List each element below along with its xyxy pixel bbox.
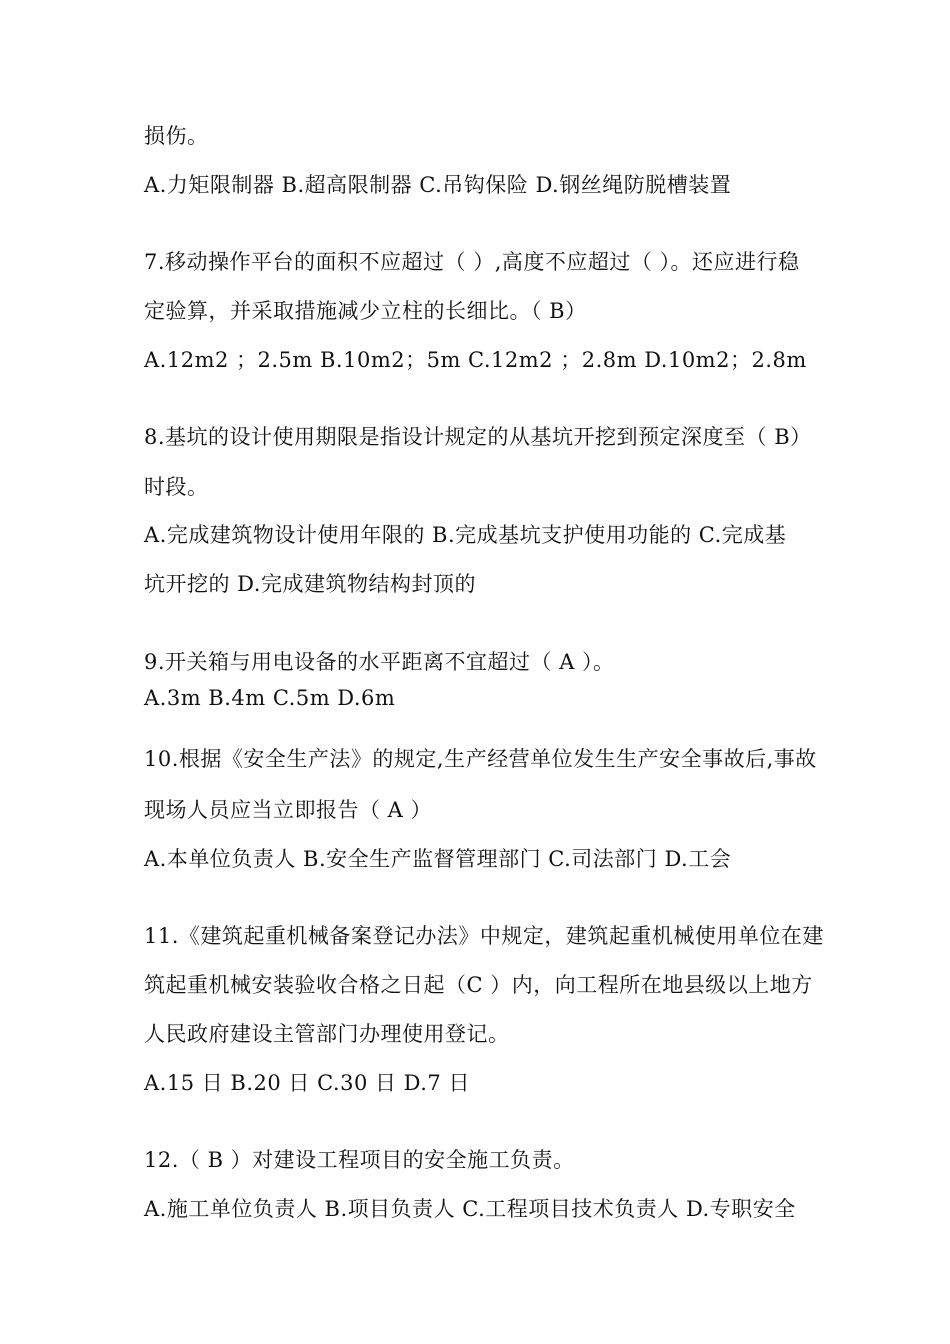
question-8: 8.基坑的设计使用期限是指设计规定的从基坑开挖到预定深度至（ B） — [144, 425, 812, 449]
question-10-cont: 现场人员应当立即报告（ A ） — [144, 798, 433, 822]
question-12: 12.（ B ）对建设工程项目的安全施工负责。 — [144, 1148, 575, 1172]
question-11: 11.《建筑起重机械备案登记办法》中规定，建筑起重机械使用单位在建 — [144, 924, 824, 948]
question-9: 9.开关箱与用电设备的水平距离不宜超过（ A ）。 — [144, 650, 615, 674]
question-10: 10.根据《安全生产法》的规定,生产经营单位发生生产安全事故后,事故 — [144, 747, 817, 771]
answer-options: A.完成建筑物设计使用年限的 B.完成基坑支护使用功能的 C.完成基 — [144, 523, 787, 547]
question-11-cont: 人民政府建设主管部门办理使用登记。 — [144, 1022, 510, 1046]
answer-options: A.12m2 ；2.5m B.10m2；5m C.12m2 ；2.8m D.10m2；2.8m — [144, 348, 807, 372]
text-line: 损伤。 — [144, 124, 209, 148]
question-7: 7.移动操作平台的面积不应超过（ ）,高度不应超过（ ）。还应进行稳 — [144, 250, 800, 274]
answer-options: A.15 日 B.20 日 C.30 日 D.7 日 — [144, 1071, 470, 1095]
answer-options: A.力矩限制器 B.超高限制器 C.吊钩保险 D.钢丝绳防脱槽装置 — [144, 173, 732, 197]
question-11-cont: 筑起重机械安装验收合格之日起（C ）内，向工程所在地县级以上地方 — [144, 973, 813, 997]
answer-options: A.3m B.4m C.5m D.6m — [144, 686, 396, 710]
question-8-cont: 时段。 — [144, 475, 209, 499]
answer-options: A.施工单位负责人 B.项目负责人 C.工程项目技术负责人 D.专职安全 — [144, 1197, 796, 1221]
answer-options-cont: 坑开挖的 D.完成建筑物结构封顶的 — [144, 572, 476, 596]
question-7-cont: 定验算，并采取措施减少立柱的长细比。（ B） — [144, 299, 587, 323]
answer-options: A.本单位负责人 B.安全生产监督管理部门 C.司法部门 D.工会 — [144, 847, 732, 871]
